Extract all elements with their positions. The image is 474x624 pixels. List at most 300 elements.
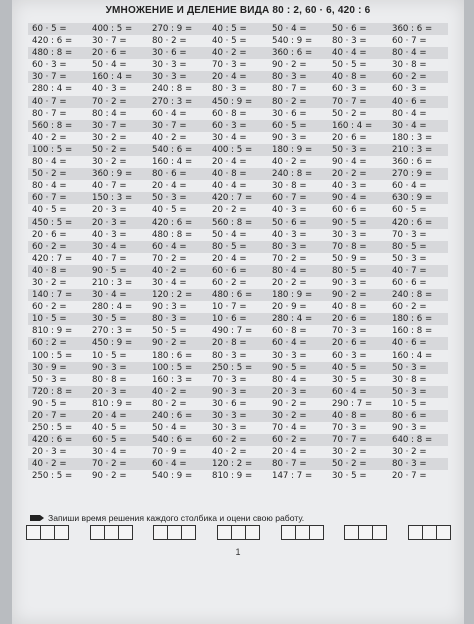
exercise-item: 250 : 5 = [32,471,73,482]
exercise-item: 90 · 2 = [272,60,307,71]
time-box[interactable] [436,525,451,540]
exercise-item: 210 : 3 = [92,277,133,288]
exercise-item: 360 : 6 = [392,157,433,168]
exercise-item: 30 · 8 = [272,181,307,192]
exercise-item: 40 · 7 = [28,96,88,108]
exercise-item: 60 · 2 = [392,302,427,313]
exercise-item: 40 · 2 = [148,386,208,398]
exercise-grid [28,23,448,507]
exercise-item: 40 · 4 = [328,47,388,59]
exercise-item: 80 : 4 = [92,108,127,119]
exercise-item: 60 · 3 = [332,84,367,95]
exercise-item: 30 · 4 = [152,277,187,288]
exercise-item: 150 : 3 = [88,192,148,204]
exercise-item: 450 : 9 = [208,96,268,108]
exercise-item: 160 : 8 = [392,326,433,337]
exercise-column [328,23,388,507]
exercise-item: 50 · 3 = [148,192,208,204]
time-box[interactable] [281,525,296,540]
exercise-column [268,23,328,507]
exercise-item: 50 · 4 = [92,60,127,71]
exercise-item: 40 · 2 = [28,458,88,470]
exercise-item: 40 · 5 = [92,423,127,434]
exercise-item: 60 · 2 = [212,277,247,288]
exercise-item: 70 · 3 = [332,423,367,434]
exercise-item: 250 : 5 = [208,362,268,374]
exercise-item: 70 · 3 = [212,60,247,71]
exercise-item: 10 · 5 = [92,350,127,361]
exercise-item: 60 · 8 = [272,326,307,337]
exercise-item: 40 · 2 = [148,265,208,277]
exercise-item: 70 · 3 = [332,326,367,337]
exercise-item: 40 · 2 = [208,47,268,59]
exercise-item: 290 : 7 = [332,398,373,409]
exercise-item: 70 · 7 = [328,434,388,446]
exercise-item: 30 · 4 = [92,447,127,458]
exercise-item: 50 · 6 = [328,23,388,35]
exercise-item: 60 · 2 = [28,241,88,253]
exercise-item: 10 · 5 = [28,313,88,325]
exercise-item: 180 : 9 = [268,144,328,156]
exercise-item: 540 : 9 = [272,36,313,47]
exercise-item: 180 : 3 = [392,132,433,143]
exercise-item: 90 · 3 = [332,277,367,288]
exercise-item: 30 · 8 = [392,60,427,71]
exercise-item: 80 · 3 = [212,84,247,95]
exercise-item: 40 · 2 = [152,132,187,143]
exercise-item: 50 · 3 = [328,144,388,156]
exercise-item: 80 · 3 = [212,350,247,361]
exercise-item: 40 · 4 = [212,181,247,192]
exercise-item: 40 · 8 = [208,168,268,180]
exercise-item: 100 : 5 = [32,350,73,361]
time-box[interactable] [26,525,41,540]
time-box[interactable] [372,525,387,540]
exercise-item: 560 : 8 = [28,120,88,132]
exercise-item: 90 · 5 = [268,362,328,374]
exercise-item: 30 · 6 = [272,108,307,119]
exercise-item: 40 · 5 = [212,36,247,47]
exercise-item: 240 : 8 = [152,84,193,95]
exercise-item: 180 : 9 = [268,289,328,301]
exercise-item: 90 · 5 = [32,398,67,409]
exercise-item: 450 : 9 = [88,337,148,349]
exercise-item: 10 · 5 = [392,398,427,409]
exercise-item: 40 : 5 = [208,23,268,35]
exercise-column [148,23,208,507]
exercise-item: 420 : 6 = [148,217,208,229]
exercise-item: 50 · 3 = [388,386,448,398]
time-box-group-4 [217,525,259,541]
exercise-item: 400 : 5 = [208,144,268,156]
exercise-item: 160 : 4 = [152,157,193,168]
exercise-item: 60 · 3 = [32,60,67,71]
exercise-item: 30 · 6 = [148,47,208,59]
exercise-item: 20 · 3 = [88,386,148,398]
time-box[interactable] [167,525,182,540]
exercise-item: 160 : 4 = [88,71,148,83]
exercise-item: 20 · 6 = [332,132,367,143]
exercise-item: 40 · 3 = [92,84,127,95]
exercise-item: 160 : 4 = [392,350,433,361]
exercise-item: 420 : 6 = [28,434,88,446]
exercise-item: 80 · 6 = [388,410,448,422]
exercise-item: 60 · 5 = [268,120,328,132]
exercise-item: 80 · 3 = [268,241,328,253]
exercise-item: 80 · 5 = [388,241,448,253]
exercise-item: 60 · 8 = [212,108,247,119]
exercise-item: 100 : 5 = [28,144,88,156]
exercise-item: 60 · 4 = [152,108,187,119]
exercise-item: 160 : 3 = [152,374,193,385]
exercise-item: 60 · 2 = [32,302,67,313]
exercise-item: 540 : 9 = [152,471,193,482]
exercise-item: 40 · 7 = [92,181,127,192]
exercise-item: 400 : 5 = [88,23,148,35]
exercise-item: 420 : 7 = [32,253,73,264]
exercise-item: 20 · 4 = [88,410,148,422]
exercise-item: 120 : 2 = [208,458,268,470]
exercise-item: 60 · 7 = [268,192,328,204]
time-box-group-2 [90,525,132,541]
exercise-item: 40 · 5 = [328,362,388,374]
exercise-item: 30 · 7 = [92,36,127,47]
exercise-item: 70 · 4 = [272,423,307,434]
time-boxes [26,525,450,541]
exercise-item: 80 · 8 = [92,374,127,385]
exercise-item: 70 · 2 = [88,96,148,108]
exercise-item: 280 : 4 = [268,313,328,325]
time-box[interactable] [54,525,69,540]
exercise-item: 90 · 5 = [88,265,148,277]
exercise-item: 50 · 5 = [332,60,367,71]
exercise-item: 80 · 2 = [152,36,187,47]
exercise-item: 30 · 3 = [332,229,367,240]
exercise-item: 40 · 8 = [328,410,388,422]
exercise-item: 50 · 3 = [392,253,427,264]
exercise-item: 480 : 8 = [28,47,88,59]
exercise-column [388,23,448,507]
exercise-item: 70 · 2 = [272,253,307,264]
exercise-item: 20 · 2 = [212,205,247,216]
exercise-item: 60 · 7 = [392,36,427,47]
exercise-item: 240 : 6 = [148,410,208,422]
exercise-item: 70 · 8 = [328,241,388,253]
exercise-item: 80 · 6 = [148,168,208,180]
exercise-item: 50 · 6 = [268,217,328,229]
exercise-item: 50 · 3 = [388,362,448,374]
exercise-item: 40 · 6 = [388,96,448,108]
exercise-item: 80 · 7 = [268,458,328,470]
exercise-column [88,23,148,507]
exercise-item: 60 · 6 = [208,265,268,277]
exercise-item: 90 · 2 = [148,337,208,349]
exercise-item: 40 · 2 = [32,132,67,143]
exercise-item: 60 · 2 = [268,434,328,446]
exercise-item: 70 · 3 = [392,229,427,240]
exercise-item: 80 · 4 = [32,157,67,168]
exercise-item: 30 · 4 = [212,132,247,143]
exercise-item: 30 · 9 = [28,362,88,374]
exercise-item: 70 · 9 = [152,447,187,458]
exercise-item: 120 : 2 = [148,289,208,301]
instruction-text: Запиши время решения каждого столбика и оцени свою работу. [48,513,305,523]
time-box[interactable] [231,525,246,540]
exercise-item: 40 · 8 = [328,71,388,83]
exercise-item: 50 · 5 = [152,326,187,337]
exercise-item: 60 · 5 = [88,434,148,446]
exercise-item: 90 · 3 = [392,423,427,434]
exercise-item: 240 : 8 = [268,168,328,180]
exercise-item: 210 : 3 = [388,144,448,156]
exercise-item: 90 · 3 = [272,132,307,143]
exercise-item: 20 · 9 = [272,302,307,313]
exercise-item: 60 · 2 = [208,434,268,446]
time-box[interactable] [217,525,232,540]
exercise-item: 40 · 2 = [212,447,247,458]
exercise-item: 30 · 7 = [148,120,208,132]
exercise-item: 100 : 5 = [148,362,208,374]
exercise-item: 10 · 6 = [208,313,268,325]
exercise-item: 30 · 3 = [212,423,247,434]
exercise-item: 80 · 7 = [32,108,67,119]
exercise-item: 40 · 7 = [388,265,448,277]
time-box[interactable] [422,525,437,540]
exercise-item: 30 · 2 = [268,410,328,422]
exercise-item: 50 · 3 = [32,374,67,385]
exercise-item: 10 · 7 = [212,302,247,313]
exercise-item: 90 · 4 = [332,157,367,168]
exercise-item: 90 : 3 = [152,302,187,313]
exercise-item: 40 · 5 = [32,205,67,216]
exercise-item: 80 · 4 = [268,265,328,277]
exercise-item: 180 : 6 = [388,313,448,325]
exercise-item: 20 · 6 = [328,313,388,325]
exercise-item: 360 : 9 = [88,168,148,180]
exercise-item: 30 · 8 = [392,374,427,385]
exercise-item: 80 · 4 = [32,181,67,192]
exercise-item: 30 · 4 = [388,120,448,132]
exercise-item: 60 · 6 = [332,205,367,216]
exercise-item: 20 · 2 = [328,168,388,180]
exercise-item: 270 : 9 = [388,168,448,180]
exercise-item: 30 · 6 = [212,398,247,409]
exercise-item: 90 · 4 = [328,192,388,204]
exercise-item: 40 · 6 = [388,337,448,349]
exercise-item: 50 · 9 = [332,253,367,264]
exercise-column [208,23,268,507]
exercise-item: 240 : 8 = [388,289,448,301]
time-box[interactable] [181,525,196,540]
exercise-item: 480 : 6 = [208,289,268,301]
exercise-item: 630 : 9 = [388,192,448,204]
exercise-item: 160 : 4 = [328,120,388,132]
exercise-item: 180 : 6 = [152,350,193,361]
exercise-item: 20 · 3 = [32,447,67,458]
exercise-item: 147 : 7 = [272,471,313,482]
exercise-item: 420 : 7 = [208,192,268,204]
time-box[interactable] [245,525,260,540]
exercise-item: 360 : 6 = [268,47,328,59]
time-box-group-6 [344,525,386,541]
exercise-item: 250 : 5 = [32,423,73,434]
exercise-item: 40 · 3 = [332,181,367,192]
exercise-item: 20 · 3 = [92,205,127,216]
exercise-item: 40 · 3 = [272,229,307,240]
exercise-item: 270 : 9 = [148,23,208,35]
exercise-item: 20 · 4 = [152,181,187,192]
exercise-item: 30 · 2 = [92,132,127,143]
exercise-item: 60 · 3 = [208,120,268,132]
exercise-item: 80 · 3 = [148,313,208,325]
exercise-item: 60 · 7 = [28,192,88,204]
exercise-item: 50 · 2 = [88,144,148,156]
exercise-item: 70 · 2 = [88,458,148,470]
exercise-item: 480 : 8 = [152,229,193,240]
exercise-item: 140 : 7 = [28,289,88,301]
exercise-item: 490 : 7 = [212,326,253,337]
time-box[interactable] [358,525,373,540]
exercise-item: 540 : 6 = [148,434,208,446]
exercise-item: 30 · 4 = [88,241,148,253]
exercise-item: 60 · 3 = [392,84,427,95]
exercise-item: 810 : 9 = [212,471,253,482]
exercise-item: 80 · 3 = [268,71,328,83]
exercise-item: 70 · 7 = [328,96,388,108]
exercise-item: 30 · 3 = [152,60,187,71]
exercise-item: 70 · 2 = [152,253,187,264]
exercise-item: 50 · 2 = [28,168,88,180]
time-box-group-7 [408,525,450,541]
exercise-item: 20 · 4 = [208,71,268,83]
exercise-item: 50 · 4 = [212,229,247,240]
exercise-item: 60 · 3 = [332,350,367,361]
time-box[interactable] [104,525,119,540]
exercise-item: 270 : 3 = [148,96,208,108]
exercise-item: 60 · 2 = [388,71,448,83]
exercise-item: 30 · 3 = [208,410,268,422]
exercise-item: 20 · 3 = [88,217,148,229]
page-title: УМНОЖЕНИЕ И ДЕЛЕНИЕ ВИДА 80 : 2, 60 · 6, 420 : 6 [105,5,371,16]
exercise-item: 270 : 3 = [92,326,133,337]
time-box[interactable] [90,525,105,540]
exercise-item: 20 · 7 = [28,410,88,422]
exercise-item: 640 : 8 = [388,434,448,446]
exercise-item: 60 · 5 = [28,23,88,35]
exercise-item: 40 · 5 = [152,205,187,216]
exercise-column [28,23,88,507]
time-box[interactable] [153,525,168,540]
exercise-item: 720 : 8 = [28,386,88,398]
exercise-item: 60 · 4 = [268,337,328,349]
exercise-item: 60 · 6 = [392,277,427,288]
exercise-item: 20 · 7 = [392,471,427,482]
exercise-item: 80 · 2 = [152,398,187,409]
exercise-item: 20 · 3 = [268,386,328,398]
exercise-item: 80 · 5 = [328,265,388,277]
worksheet-page [12,0,464,624]
exercise-item: 40 · 3 = [272,205,307,216]
exercise-item: 40 · 8 = [28,265,88,277]
exercise-item: 80 · 4 = [272,374,307,385]
exercise-item: 90 · 5 = [328,217,388,229]
exercise-item: 80 · 3 = [388,458,448,470]
exercise-item: 60 · 5 = [392,205,427,216]
exercise-item: 30 · 2 = [32,277,67,288]
exercise-item: 60 · 4 = [328,386,388,398]
exercise-item: 30 · 2 = [92,157,127,168]
time-box[interactable] [295,525,310,540]
exercise-item: 70 · 3 = [212,374,247,385]
time-box[interactable] [309,525,324,540]
exercise-item: 20 · 4 = [212,157,247,168]
exercise-item: 50 · 2 = [332,108,367,119]
time-box[interactable] [344,525,359,540]
exercise-item: 50 · 4 = [152,423,187,434]
time-box[interactable] [40,525,55,540]
pencil-icon [30,515,44,521]
exercise-item: 30 · 3 = [272,350,307,361]
exercise-item: 60 · 4 = [148,241,208,253]
exercise-item: 30 · 2 = [392,447,427,458]
exercise-item: 30 · 5 = [332,471,367,482]
exercise-item: 50 · 2 = [328,458,388,470]
exercise-item: 20 · 6 = [328,337,388,349]
exercise-item: 80 · 2 = [268,96,328,108]
exercise-item: 90 · 2 = [328,289,388,301]
exercise-item: 30 · 3 = [148,71,208,83]
exercise-item: 60 · 4 = [392,181,427,192]
exercise-item: 30 · 5 = [332,374,367,385]
exercise-item: 280 : 4 = [32,84,73,95]
exercise-item: 420 : 6 = [388,217,448,229]
exercise-item: 360 : 6 = [388,23,448,35]
exercise-item: 20 · 4 = [212,253,247,264]
exercise-item: 80 · 3 = [332,36,367,47]
exercise-item: 50 · 4 = [268,23,328,35]
instruction-line [30,513,304,523]
exercise-item: 30 · 7 = [88,120,148,132]
exercise-item: 450 : 5 = [28,217,88,229]
exercise-item: 40 · 2 = [272,157,307,168]
exercise-item: 90 · 2 = [272,398,307,409]
exercise-item: 30 · 5 = [88,313,148,325]
exercise-item: 80 · 7 = [272,84,307,95]
exercise-item: 60 : 2 = [28,337,88,349]
exercise-item: 80 · 4 = [392,108,427,119]
exercise-item: 20 · 4 = [272,447,307,458]
time-box[interactable] [118,525,133,540]
exercise-item: 20 · 6 = [32,229,67,240]
exercise-item: 40 · 3 = [92,229,127,240]
time-box-group-3 [153,525,195,541]
exercise-item: 30 · 4 = [88,289,148,301]
page-number: 1 [235,547,241,557]
exercise-item: 90 · 3 = [208,386,268,398]
exercise-item: 40 · 8 = [332,302,367,313]
exercise-item: 280 : 4 = [92,302,133,313]
exercise-item: 90 · 3 = [88,362,148,374]
time-box[interactable] [408,525,423,540]
exercise-item: 810 : 9 = [32,326,73,337]
exercise-item: 20 · 2 = [272,277,307,288]
exercise-item: 40 · 7 = [92,253,127,264]
time-box-group-1 [26,525,68,541]
exercise-item: 540 : 6 = [148,144,208,156]
exercise-item: 90 · 2 = [92,471,127,482]
time-box-group-5 [281,525,323,541]
exercise-item: 420 : 6 = [32,36,73,47]
